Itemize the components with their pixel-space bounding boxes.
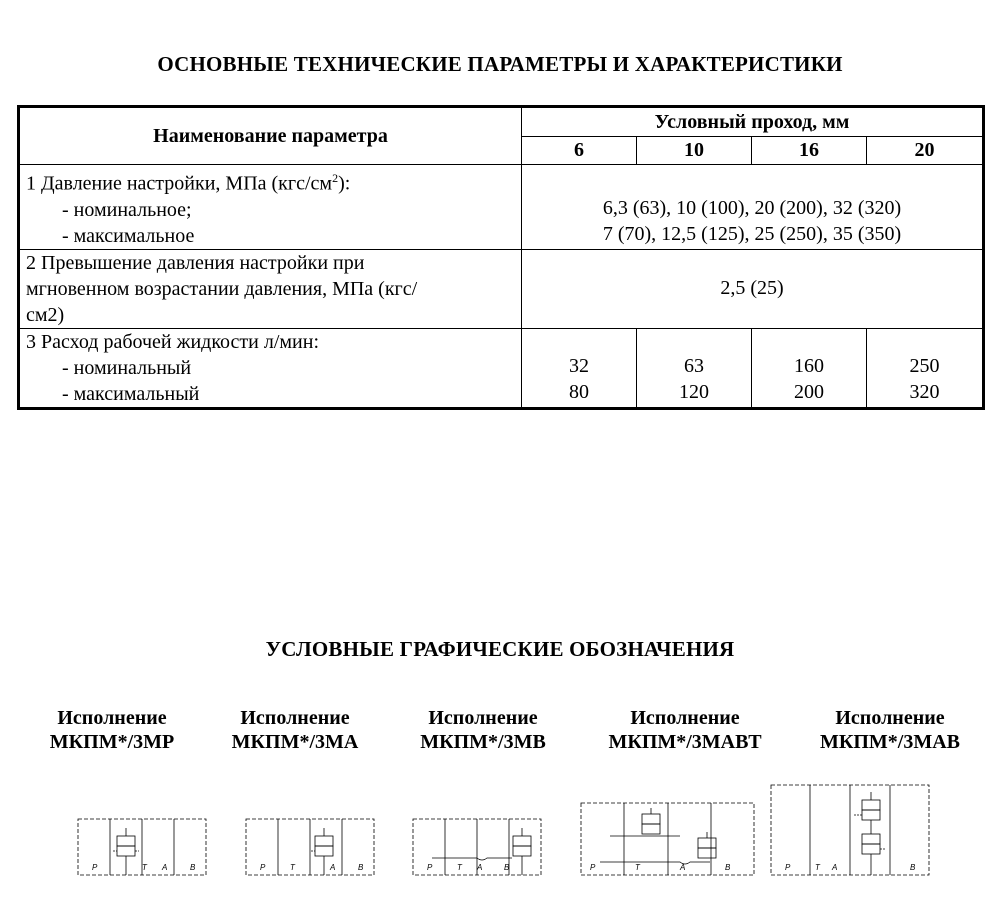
flow-max-20: 320 <box>909 380 940 403</box>
pressure-param-cell <box>19 165 522 250</box>
flow-nominal-10: 63 <box>684 354 704 377</box>
port-a: A <box>680 863 686 872</box>
port-p: P <box>92 863 98 872</box>
flow-nominal-6: 32 <box>569 354 589 377</box>
excess-param-cell <box>19 249 522 328</box>
variants-section <box>0 706 1000 914</box>
flow-nominal-16: 160 <box>794 354 824 377</box>
row-pressure <box>19 165 984 250</box>
port-p: P <box>260 863 266 872</box>
variant-3mv-caption <box>408 706 558 754</box>
bore-header: Условный проход, мм <box>522 107 984 137</box>
pressure-max-value: 7 (70), 12,5 (125), 25 (250), 35 (350) <box>602 222 902 245</box>
port-b: B <box>190 863 196 872</box>
port-a: A <box>162 863 168 872</box>
variant-3mv-code: МКПМ*/3МВ <box>420 731 546 753</box>
port-p: P <box>590 863 596 872</box>
scheme-3mv <box>412 818 542 876</box>
flow-nominal-20: 250 <box>909 354 940 377</box>
variant-3ma-label: Исполнение <box>240 707 350 729</box>
variant-3ma-code: МКПМ*/3МА <box>231 731 359 753</box>
symbols-title: УСЛОВНЫЕ ГРАФИЧЕСКИЕ ОБОЗНАЧЕНИЯ <box>265 637 735 661</box>
flow-cell-6 <box>522 328 637 408</box>
variant-3mp-caption <box>42 706 182 754</box>
port-t: T <box>290 863 295 872</box>
port-a: A <box>330 863 336 872</box>
port-t: T <box>815 863 820 872</box>
flow-cell-16 <box>752 328 867 408</box>
bore-6: 6 <box>522 137 637 165</box>
port-p: P <box>785 863 791 872</box>
variant-3mavt-caption <box>590 706 780 754</box>
port-p: P <box>427 863 433 872</box>
pressure-values-cell <box>522 165 984 250</box>
port-a: A <box>832 863 838 872</box>
variant-3mav-caption <box>800 706 980 754</box>
variant-3mv-label: Исполнение <box>428 707 538 729</box>
excess-line1: 2 Превышение давления настройки при <box>26 251 365 274</box>
specs-table <box>17 105 985 410</box>
scheme-3ma <box>245 818 375 876</box>
flow-max-16: 200 <box>794 380 824 403</box>
variant-3mavt-code: МКПМ*/3МАВТ <box>608 731 762 753</box>
pressure-title: 1 Давление настройки, МПа (кгс/см <box>26 172 333 195</box>
excess-line2: мгновенном возрастании давления, МПа (кгс/ <box>26 277 418 300</box>
variant-3mav-label: Исполнение <box>835 707 945 729</box>
flow-max-6: 80 <box>569 380 589 403</box>
port-t: T <box>457 863 462 872</box>
variant-3mav-code: МКПМ*/3МАВ <box>819 731 961 753</box>
variant-3mp-label: Исполнение <box>57 707 167 729</box>
flow-max-label: - максимальный <box>62 382 200 405</box>
specs-title: ОСНОВНЫЕ ТЕХНИЧЕСКИЕ ПАРАМЕТРЫ И ХАРАКТЕРИСТИКИ <box>157 52 843 76</box>
port-t: T <box>635 863 640 872</box>
port-t: T <box>142 863 147 872</box>
variant-3ma-caption <box>220 706 370 754</box>
scheme-3mavt <box>580 802 755 876</box>
flow-nominal-label: - номинальный <box>62 356 192 379</box>
row-flow <box>19 328 984 408</box>
port-a: A <box>477 863 483 872</box>
scheme-3mav <box>770 784 930 876</box>
flow-cell-10 <box>637 328 752 408</box>
port-b: B <box>504 863 510 872</box>
bore-16: 16 <box>752 137 867 165</box>
port-b: B <box>358 863 364 872</box>
pressure-nominal-value: 6,3 (63), 10 (100), 20 (200), 32 (320) <box>602 196 902 219</box>
variant-3mp-code: МКПМ*/3МР <box>49 731 175 753</box>
port-b: B <box>725 863 731 872</box>
flow-max-10: 120 <box>679 380 709 403</box>
bore-10: 10 <box>637 137 752 165</box>
flow-param-cell <box>19 328 522 408</box>
scheme-3mp <box>77 818 207 876</box>
bore-20: 20 <box>867 137 984 165</box>
excess-line3: см2) <box>26 303 65 326</box>
flow-title: 3 Расход рабочей жидкости л/мин: <box>26 330 319 353</box>
param-header: Наименование параметра <box>19 107 522 165</box>
pressure-title-sup: 2 <box>332 171 339 185</box>
pressure-nominal-label: - номинальное; <box>62 198 192 221</box>
port-b: B <box>910 863 916 872</box>
excess-value: 2,5 (25) <box>522 249 984 328</box>
flow-cell-20 <box>867 328 984 408</box>
pressure-title-end: ): <box>338 172 351 195</box>
variant-3mavt-label: Исполнение <box>630 707 740 729</box>
pressure-max-label: - максимальное <box>62 224 195 247</box>
row-excess <box>19 249 984 328</box>
